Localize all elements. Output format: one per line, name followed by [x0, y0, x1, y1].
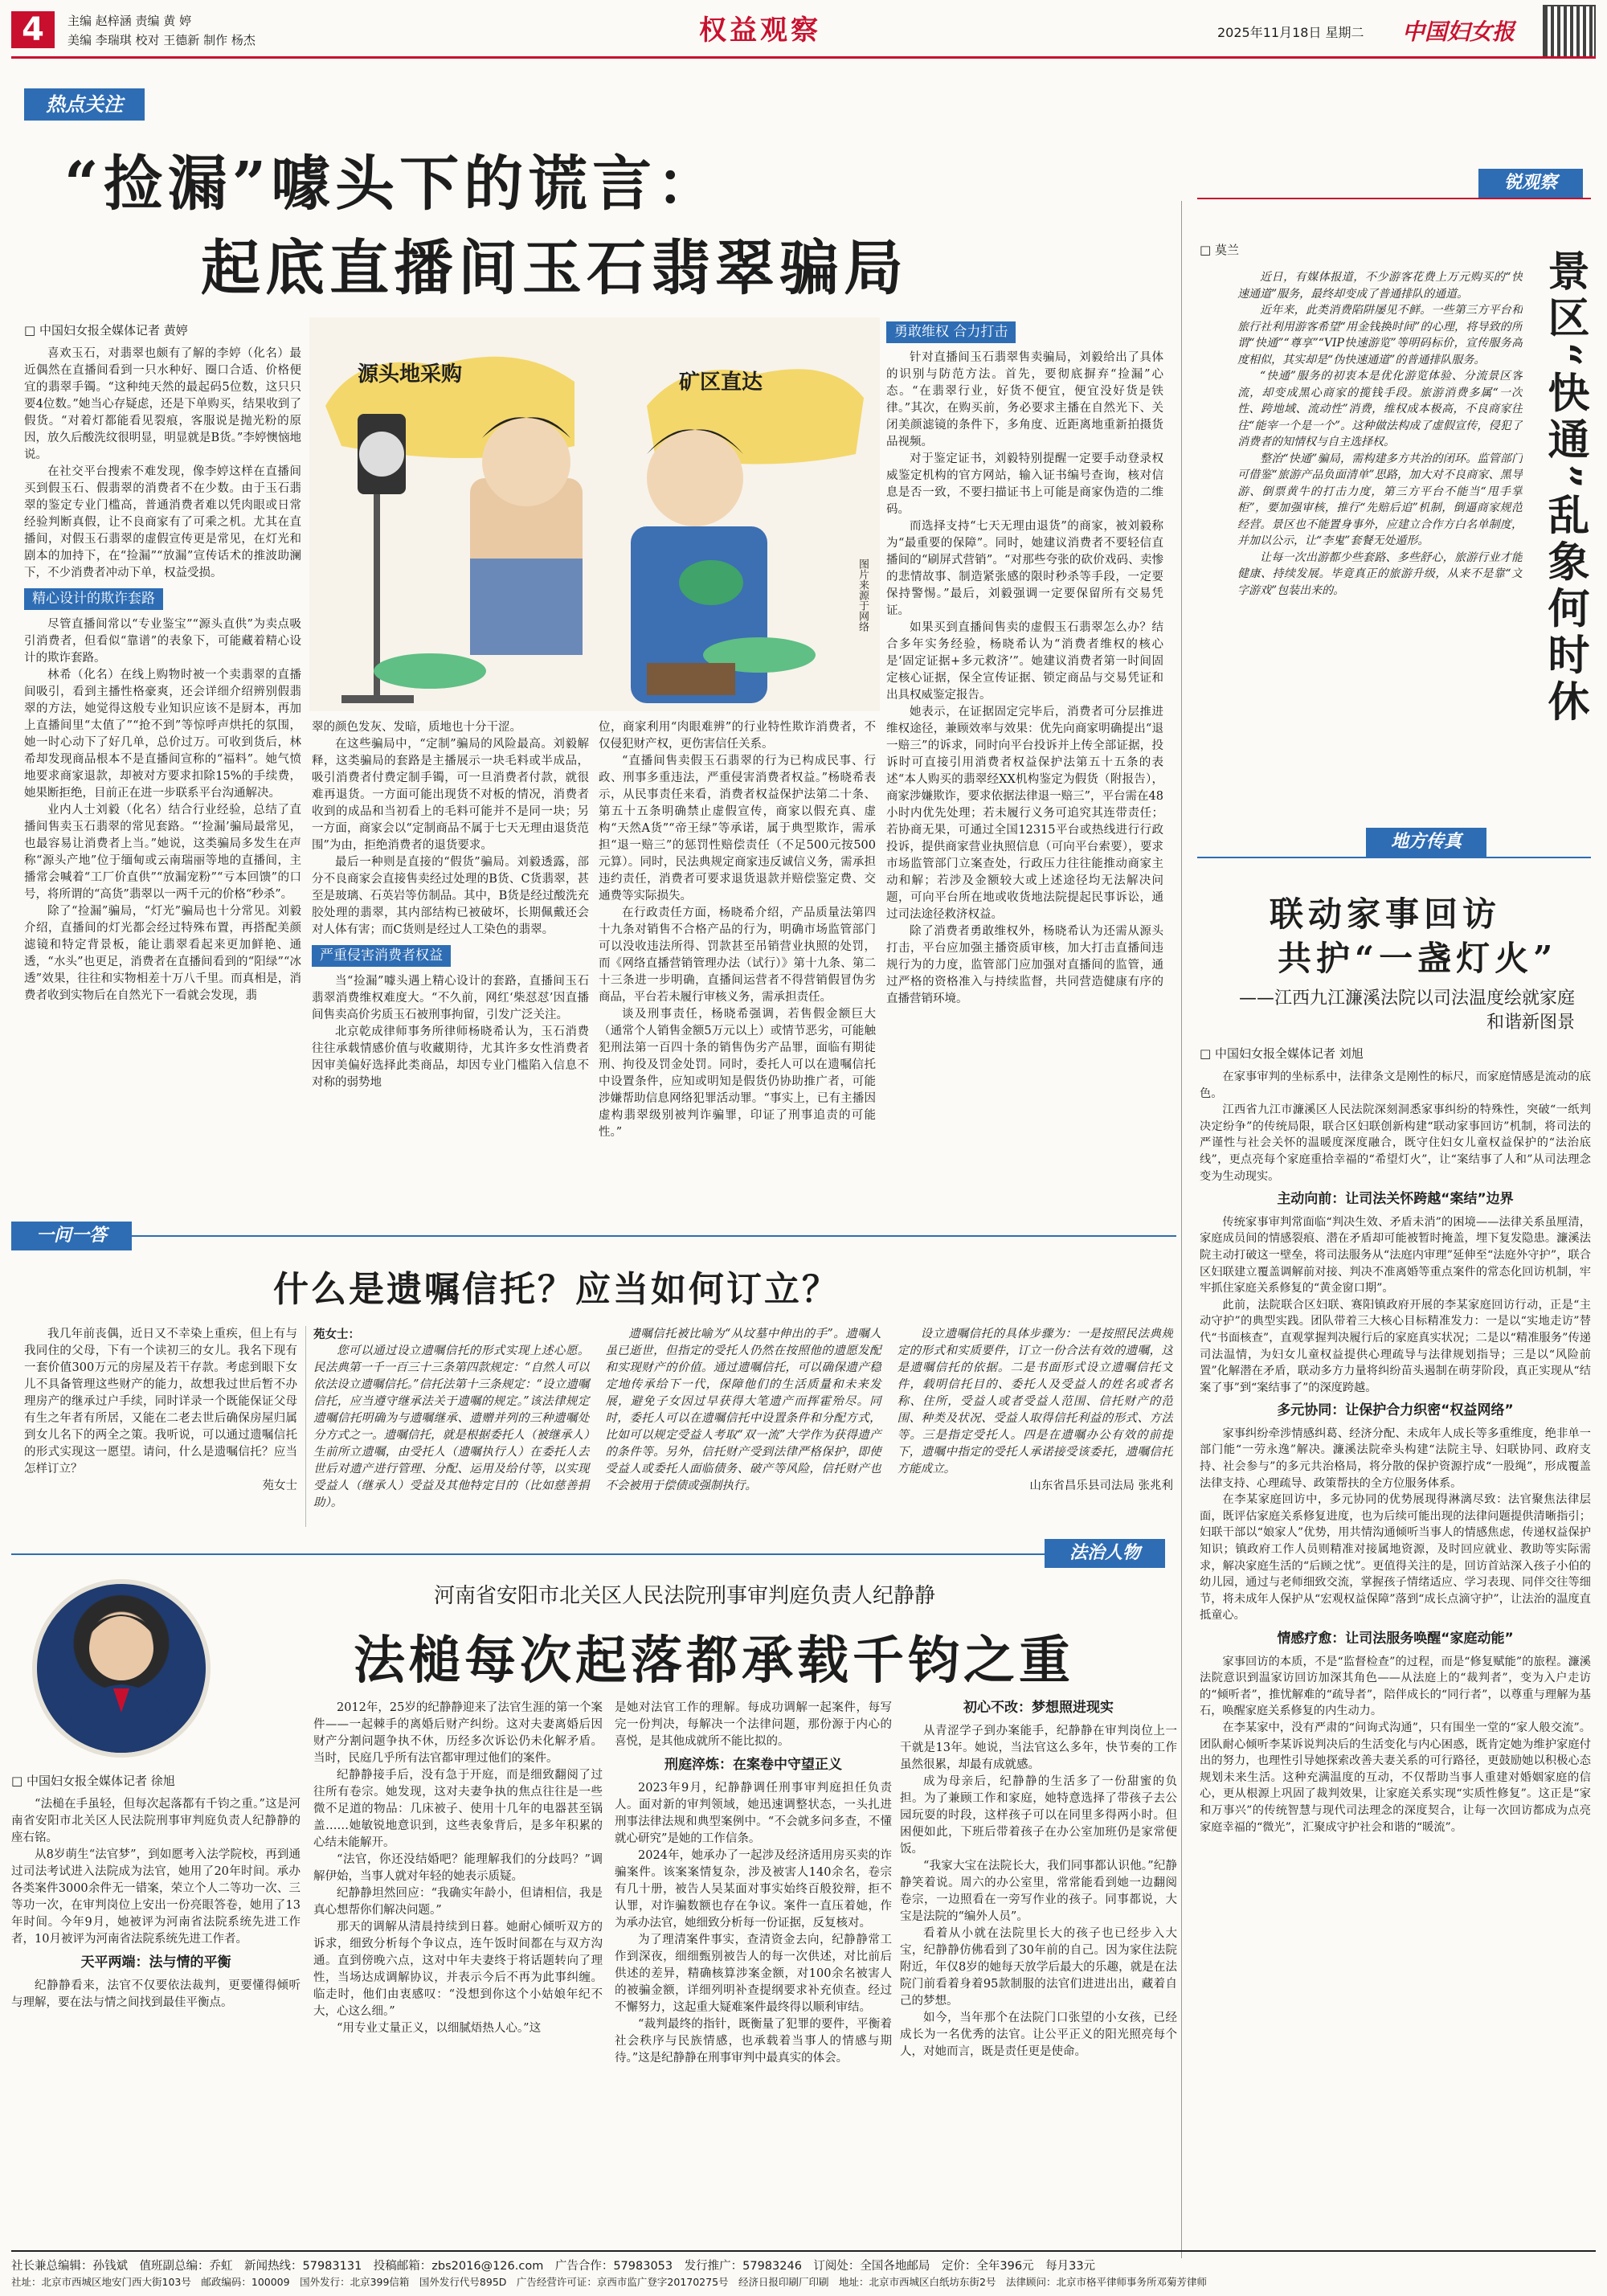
hot-c4-p1: 针对直播间玉石翡翠售卖骗局，刘毅给出了具体的识别与防范方法。首先，要彻底摒弃“捡漏”心态。“在翡翠行业，好货不便宜，便宜没好货是铁律。”其次，在购买前，务必要求主播在自然光下、关闭美颜滤镜的条件下，多角度、近距离地重新拍摄货品视频。	[886, 351, 1163, 448]
hot-c1-p3: 尽管直播间常以“专业鉴宝”“源头直供”为卖点吸引消费者，但看似“靠谱”的表象下，可能藏着精心设计的欺诈套路。	[24, 618, 301, 665]
judge-c2-p3: “法官，你还没结婚吧？能理解我们的分歧吗？”调解伊始，当事人就对年轻的她表示质疑。	[313, 1853, 603, 1883]
local-byline: □ 中国妇女报全媒体记者 刘旭	[1200, 1046, 1364, 1061]
local-p3a: 家事回访的本质，不是“监督检查”的过程，而是“修复赋能”的旅程。濂溪法院意识到温家访回访加深其角色——从法庭上的“裁判者”，变为入户走访的“倾听者”，推忧解难的“疏导者”，陪伴成长的“同行者”，以尊重与理解为基石，唤醒家庭关系修复的内生动力。	[1200, 1655, 1591, 1718]
judge-subhead-3: 初心不改：梦想照进现实	[963, 1700, 1114, 1716]
hot-col-3	[599, 719, 876, 1218]
subhead-harm: 严重侵害消费者权益	[312, 945, 451, 967]
judge-c3-p3: 2024年，她承办了一起涉及经济适用房买卖的诈骗案件。该案案情复杂，涉及被害人140余名，卷宗有几十册，被告人吴某面对事实始终百般狡辩，拒不认罪，对诈骗数额也存在争议。案件一直压着她，作为承办法官，她细致分析每一份证据，反复核对。	[615, 1849, 892, 1930]
judge-byline: □ 中国妇女报全媒体记者 徐旭	[11, 1774, 175, 1788]
hot-col-1	[24, 346, 301, 1218]
hot-c2-p2: 在这些骗局中，“定制”骗局的风险最高。刘毅解释，这类骗局的套路是主播展示一块毛料或半成品，吸引消费者付费定制手镯，可一旦消费者付款，就很难再退货。一方面可能出现货不对板的情况，消费者收到的成品和当初看上的毛料可能并不是同一块；另一方面，商家会以“定制商品不属于七天无理由退货范围”为由，拒绝消费者的退货要求。	[312, 738, 589, 852]
local-p2b: 在李某家庭回访中，多元协同的优势展现得淋漓尽致：法官聚焦法律层面，既评估家庭关系修复进度，也为后续可能出现的法律问题提供清晰指引；妇联干部以“娘家人”优势，用共情沟通倾听当事人的情感焦虑，传递权益保护知识；镇政府工作人员则精准对接属地资源，及时回应就业、教助等实际需求，解决家庭生活的“后顾之忧”。更值得关注的是，回访首站深入孩子小伯的幼儿园，通过与老师细致交流，掌握孩子情绪适应、学习表现、同伴交往等细节，将未成年人保护从“宏观权益保障”落到“成长点滴守护”，让法治的温度直抵童心。	[1200, 1493, 1591, 1623]
judge-c2-p5: 那天的调解从清晨持续到日暮。她耐心倾听双方的诉求，细致分析每个争议点，连午饭时间都在与双方沟通。直到傍晚六点，这对中年夫妻终于将话题转向了理性，当场达成调解协议，并表示今后不再为此事纠缠。临走时，他们由衷感叹：“没想到你这个小姑娘年纪不大，心这么细。”	[313, 1921, 603, 2018]
qa-question	[24, 1326, 297, 1535]
footer-line-2: 社址：北京市西城区地安门西大街103号 邮政编码：100009 国外发行：北京399信箱 国外发行代号895D 广告经营许可证：京西市监广登字20170275号 经济日报印刷厂印刷 地址：北京市西城区白纸坊东街2号 法律顾问：北京市格平律师事务所邓菊芳律师	[11, 2276, 1207, 2288]
livestream-illustration	[309, 317, 880, 711]
opinion-author: □ 莫兰	[1200, 243, 1239, 257]
qa-answer-p2: 遗嘱信托被比喻为“从坟墓中伸出的手”。遗嘱人虽已逝世，但指定的受托人仍然在按照他的遗愿发配和实现财产的价值。通过遗嘱信托，可以确保遗产稳定地传承给下一代，保障他们的生活质量和未来发展，避免子女因过早获得大笔遗产而挥霍殆尽。同时，委托人可以在遗嘱信托中设置条件和分配方式，比如可以规定受益人考取“双一流”大学作为获得遗产的条件等。另外，信托财产受到法律严格保护，即使受益人或委托人面临债务、破产等风险，信托财产也不会被用于偿债或强制执行。	[605, 1328, 881, 1492]
judge-c2-p1: 2012年，25岁的纪静静迎来了法官生涯的第一个案件——一起棘手的离婚后财产纠纷。这对夫妻离婚后因财产分割问题争执不休，历经多次诉讼仍未化解矛盾。当时，民庭几乎所有法官都审理过他们的案件。	[313, 1701, 603, 1765]
judge-c3-p4: 为了理清案件事实，查清资金去向，纪静静常工作到深夜，细细甄别被告人的每一次供述，对比前后供述的差异，精确核算涉案金额，对100余名被害人的被骗金额，详细列明补查提纲要求补充侦查。经过不懈努力，这起重大疑难案件最终得以顺利审结。	[615, 1934, 892, 2014]
judge-subhead-2: 刑庭淬炼：在案卷中守望正义	[664, 1757, 842, 1773]
local-subtitle: ——江西九江濂溪法院以司法温度绘就家庭和谐新图景	[1238, 988, 1575, 1033]
page-number: 4	[11, 11, 55, 48]
qa-tag-rule	[132, 1235, 1176, 1237]
hot-c1-p6: 除了“捡漏”骗局，“灯光”骗局也十分常见。刘毅介绍，直播间的灯光都会经过特殊布置，再搭配美颜滤镜和特定背景板，能让翡翠看起来更加鲜艳、通透，“水头”也更足，消费者在直播间看到的“阳绿”“冰透”效果，往往和实物相差十万八千里。而真相是，消费者收到实物后在自然光下一看就会发现，翡	[24, 905, 301, 1002]
judge-c1-p3: 纪静静看来，法官不仅要依法裁判，更要懂得倾听与理解，要在法与情之间找到最佳平衡点。	[11, 1979, 301, 2009]
judge-c3-p5: “裁判最终的指针，既衡量了犯罪的要件，平衡着社会秩序与民族情感，也承载着当事人的情感与期待。”这是纪静静在刑事审判中最真实的体会。	[615, 2018, 892, 2065]
qa-answer	[313, 1326, 1173, 1531]
right-rail-rule	[1181, 201, 1182, 2258]
judge-c4-p5: 如今，当年那个在法院门口张望的小女孩，已经成长为一名优秀的法官。让公平正义的阳光照亮每个人，对她而言，既是责任更是使命。	[900, 2012, 1177, 2058]
qa-divider	[305, 1326, 306, 1527]
local-p1b: 此前，法院联合区妇联、赛阳镇政府开展的李某家庭回访行动，正是“主动守护”的典型实践。团队带着三大核心目标精准发力：一是以“实地走访”替代“书面核查”，直观掌握判决履行后的家庭真实状况；二是以“精准服务”传递司法温情，为妇女儿童权益提供心理疏导与法律规划指导；三是以“风险前置”化解潜在矛盾，联动多方力量将纠纷苗头遏制在萌芽阶段，真正实现从“结案了事”到“案结事了”的深度跨越。	[1200, 1298, 1591, 1394]
judge-c3-p1: 是她对法官工作的理解。每成功调解一起案件，每写完一份判决，每解决一个法律问题，那份源于内心的喜悦，是其他成就所不能比拟的。	[615, 1701, 892, 1748]
hot-byline: □ 中国妇女报全媒体记者 黄婷	[24, 323, 188, 338]
hot-title-line-1: “捡漏”噱头下的谎言：	[64, 149, 722, 219]
hot-c4-p4: 如果买到直播间售卖的虚假玉石翡翠怎么办？结合多年实务经验，杨晓希认为“消费者维权的核心是‘固定证据+多元救济’”。她建议消费者第一时间固定核心证据，保全宣传证据、锁定商品与交易凭证和出具权威鉴定报告。	[886, 621, 1163, 702]
judge-c1-p1: “法槌在手虽轻，但每次起落都有千钧之重。”这是河南省安阳市北关区人民法院刑事审判庭负责人纪静静的座右铭。	[11, 1798, 301, 1844]
image-credit: 图片来源于网络	[857, 559, 869, 632]
hot-c1-p2: 在社交平台搜索不难发现，像李婷这样在直播间买到假玉石、假翡翠的消费者不在少数。由于玉石翡翠的鉴定专业门槛高，普通消费者难以凭肉眼或日常经验判断真假，让不良商家有了可乘之机。尤其在直播间，对假玉石翡翠的虚假宣传更是常见，在灯光和剧本的加持下，在“捡漏”“放漏”宣传话术的推波助澜下，不少消费者冲动下单，权益受损。	[24, 465, 301, 579]
judge-c3-p2: 2023年9月，纪静静调任刑事审判庭担任负责人。面对新的审判领域，她迅速调整状态，一头扎进刑事法律法规和典型案例中。“不会就多问多查，不懂就心研究”是她的工作信条。	[615, 1782, 892, 1845]
hot-c4-p5: 她表示，在证据固定完毕后，消费者可分层推进维权途径，兼顾效率与效果：优先向商家明确提出“退一赔三”的诉求，同时向平台投诉并上传全部证据，投诉时可直接引用消费者权益保护法第五十五条的表述“本人购买的翡翠经XX机构鉴定为假货（附报告），商家涉嫌欺诈，要求依据法律退一赔三”，平台需在48小时内优先处理；若未履行义务可追究其连带责任；若协商无果，可通过全国12315平台或热线进行行政投诉，提供商家营业执照信息（可向平台索要），要求市场监管部门立案查处，行政压力往往能推动商家主动和解；若涉及金额较大或上述途径均无法解决问题，可向平台所在地或收货地法院提起民事诉讼，通过司法途径救济权益。	[886, 706, 1163, 921]
judge-c2-p2: 纪静静接手后，没有急于开庭，而是细致翻阅了过往所有卷宗。她发现，这对夫妻争执的焦点往往是一些微不足道的物品：几床被子、使用十几年的电器甚至锅盖……她敏锐地意识到，这些表象背后，是多年积累的心结未能解开。	[313, 1769, 603, 1849]
footer-line-1: 社长兼总编辑：孙钱斌 值班副总编：乔虹 新闻热线：57983131 投稿邮箱：zbs2016@126.com 广告合作：57983053 发行推广：57983246 订阅处：全国各地邮局 定价：全年396元 每月33元	[11, 2260, 1096, 2273]
hot-c4-p2: 对于鉴定证书，刘毅特别提醒一定要手动登录权威鉴定机构的官方网站，输入证书编号查询，核对信息是否一致，不要扫描证书上可能是商家伪造的二维码。	[886, 452, 1163, 516]
opinion-p4: 整治“快通”骗局，需构建多方共治的闭环。监管部门可借鉴“旅游产品负面清单”思路，加大对不良商家、黑导游、倒票黄牛的打击力度，第三方平台不能当“甩手掌柜”，要加强审核，推行“先赔后追”机制，倒逼商家规范经营。景区也不能置身事外，应建立合作方白名单制度，并加以公示，让“李鬼”套餐无处遁形。	[1237, 452, 1523, 547]
qa-answer-p1: 您可以通过设立遗嘱信托的形式实现上述心愿。民法典第一千一百三十三条第四款规定：“自然人可以依法设立遗嘱信托。”信托法第十三条规定：“设立遗嘱信托，应当遵守继承法关于遗嘱的规定。”该法律规定遗嘱信托明确为与遗嘱继承、遗赠并列的三种遗嘱处分方式之一。遗嘱信托，就是根据委托人（被继承人）生前所立遗嘱，由受托人（遗嘱执行人）在委托人去世后对遗产进行管理、分配、运用及给付等，以实现受益人（继承人）受益及其他特定目的（比如慈善捐助）。	[313, 1344, 590, 1509]
local-title-1: 联动家事回访	[1270, 894, 1502, 934]
judge-c4-p4: 看着从小就在法院里长大的孩子也已经步入大宝，纪静静仿佛看到了30年前的自己。因为家住法院附近，年仅8岁的她每天放学后最大的乐趣，就是在法院门前看着身着95款制服的法官们进进出出，藏着自己的梦想。	[900, 1927, 1177, 2007]
judge-tag: 法治人物	[1045, 1539, 1165, 1568]
hot-tag: 热点关注	[24, 88, 145, 121]
hot-c2-p3: 最后一种则是直接的“假货”骗局。刘毅透露，部分不良商家会直接售卖经过处理的B货、C货翡翠，甚至是玻璃、石英岩等仿制品。其中，B货是经过酸洗充胶处理的翡翠，其内部结构已被破坏，长期佩戴还会对人体有害；而C货则是经过人工染色的翡翠。	[312, 856, 589, 936]
judge-c2-p6: “用专业丈量正义，以细腻焐热人心。”这	[337, 2022, 542, 2035]
judge-portrait	[32, 1579, 211, 1758]
local-subhead-3: 情感疗愈：让司法服务唤醒“家庭动能”	[1277, 1631, 1514, 1647]
opinion-p5: 让每一次出游都少些套路、多些舒心，旅游行业才能健康、持续发展。毕竟真正的旅游升级，从来不是靠“文字游戏”包装出来的。	[1237, 550, 1523, 597]
bubble-left-text: 源头地采购	[358, 362, 463, 387]
footer-rule	[11, 2250, 1596, 2252]
hot-c1-p4: 林希（化名）在线上购物时被一个卖翡翠的直播间吸引，看到主播性格豪爽，还会详细介绍辨别假翡翠的方法，她觉得这般专业知识应该不是厨本，再加上直播间里“太值了”“抢不到”等惊呼声烘托的氛围，她一时心动下了好几单，总价过万。可收到货后，林希却发现商品根本不是直播间宣称的“福料”。她气愤地要求商家退款，却被对方要求扣除15%的手续费，她果断拒绝，目前正在进一步联系平台沟通解决。	[24, 669, 301, 800]
opinion-p2: 近年来，此类消费陷阱屡见不鲜。一些第三方平台和旅行社利用游客希望“用金钱换时间”的心理，将导致的所谓“快通”“尊享”“VIP快速游览”等明码标价，宣传服务高度相似，其实却是“伪快速通道”的普通排队服务。	[1237, 304, 1523, 366]
masthead-rule	[11, 56, 1596, 59]
qa-answer-head: 苑女士：	[313, 1328, 360, 1341]
bubble-right-text: 矿区直达	[679, 370, 763, 395]
judge-c4-p3: “我家大宝在法院长大，我们同事都认识他。”纪静静笑着说。周六的办公室里，常常能看到她一边翻阅卷宗，一边照看在一旁写作业的孩子。同事都说，大宝是法院的“编外人员”。	[900, 1860, 1177, 1923]
judge-title: 法槌每次起落都承载千钧之重	[354, 1631, 1074, 1691]
hot-c2-p5: 北京乾成律师事务所律师杨晓希认为，玉石消费往往承载情感价值与收藏期待，尤其许多女性消费者因审美偏好选择此类商品，却因专业门槛陷入信息不对称的弱势地	[312, 1025, 589, 1089]
hot-c2-p1: 翠的颜色发灰、发暗，质地也十分干涩。	[312, 721, 521, 734]
qr-code-icon	[1543, 5, 1596, 58]
local-p2a: 家事纠纷牵涉情感纠葛、经济分配、未成年人成长等多重维度，绝非单一部门能“一劳永逸”解决。濂溪法院牵头构建“法院主导、妇联协同、政府支持、社会参与”的多元共治格局，将分散的保护资源拧成“一股绳”，形成覆盖法律支持、心理疏导、政策帮扶的全方位服务体系。	[1200, 1426, 1591, 1490]
judge-kicker: 河南省安阳市北关区人民法院刑事审判庭负责人纪静静	[434, 1584, 936, 1608]
qa-title: 什么是遗嘱信托？应当如何订立？	[273, 1269, 840, 1310]
qa-question-sign: 苑女士	[262, 1480, 297, 1492]
qa-question-text: 我几年前丧偶，近日又不幸染上重疾，但上有与我同住的父母，下有一个读初三的女儿。我名下现有一套价值300万元的房屋及若干存款。考虑到眼下女儿不具备管理这些财产的能力，故想我过世后暂不办理房产的继承过户手续，同时详录一个既能保证父母有生之年者有所居，又能在二老去世后确保房屋归属到女儿名下的两全之策。我听说，可以通过遗嘱信托的形式实现这一愿望。请问，什么是遗嘱信托？应当怎样订立？	[24, 1328, 297, 1475]
hot-c3-p4: 谈及刑事责任，杨晓希强调，若售假金额巨大（通常个人销售金额5万元以上）或情节恶劣，可能触犯刑法第一百四十条的销售伪劣产品罪，面临有期徒刑、拘役及罚金处罚。同时，委托人可以在遗嘱信托中设置条件，应知或明知是假货仍协助推广者，可能涉嫌帮助信息网络犯罪活动罪。“事实上，已有主播因虚构翡翠级别被判诈骗罪，印证了刑事追责的可能性。”	[599, 1008, 876, 1139]
judge-col-3	[615, 1700, 892, 2238]
qa-answer-sign: 山东省昌乐县司法局 张兆利	[1029, 1480, 1173, 1492]
opinion-title: 景区“快通”乱象何时休	[1540, 249, 1589, 726]
judge-col-4	[900, 1700, 1177, 2238]
hot-col-4	[886, 321, 1163, 1218]
judge-col-2	[313, 1700, 603, 2238]
opinion-p3: “快通”服务的初衷本是优化游览体验、分流景区客流，却变成黑心商家的揽钱手段。旅游消费多属“一次性、跨地域、流动性”消费，维权成本极高，不良商家往往“能宰一个是一个”。这种做法构成了虚假宣传，侵犯了消费者的知情权与自主选择权。	[1237, 370, 1523, 448]
subhead-defend-rights: 勇敢维权 合力打击	[886, 321, 1016, 343]
opinion-rule	[1197, 198, 1591, 199]
local-p3b: 在李某家中，没有严肃的“问询式沟通”，只有围坐一堂的“家人般交流”。团队耐心倾听李某诉说判决后的生活变化与内心困惑，既肯定她为维护家庭付出的努力，也理性引导她探索改善夫妻关系的可行路径，更鼓励她以积极心态规划未来生活。这种充满温度的互动，不仅帮助当事人重建对婚姻家庭的信心，更从根源上巩固了裁判效果，让家庭关系实现“实质性修复”。这正是“家和万事兴”的传统智慧与现代司法理念的深度契合，让每一次回访都成为点亮家庭幸福的“微光”，汇聚成守护社会和谐的“暖流”。	[1200, 1721, 1591, 1834]
local-p1a: 传统家事审判常面临“判决生效、矛盾未消”的困境——法律关系虽厘清，家庭成员间的情感裂痕、潜在矛盾却可能被暂时掩盖，埋下复发隐患。濂溪法院主动打破这一壁垒，将司法服务从“法庭内审理”延伸至“法庭外守护”，联合区妇联建立覆盖调解前对接、判决不准离婚等重点案件的常态化回访机制，牢牢抓住家庭关系修复的“黄金窗口期”。	[1200, 1215, 1591, 1295]
local-tag-rule	[1197, 857, 1591, 858]
qa-answer-p3: 设立遗嘱信托的具体步骤为：一是按照民法典规定的形式和实质要件，订立一份合法有效的遗嘱，这是遗嘱信托的依据。二是书面形式设立遗嘱信托文件，载明信托目的、委托人及受益人的姓名或者名称、住所，受益人或者受益人范围、信托财产的范围、种类及状况、受益人取得信托利益的形式、方法等。三是指定受托人。四是在遗嘱办公有效的前提下，遗嘱中指定的受托人承诺接受该委托，遗嘱信托方能成立。	[897, 1328, 1173, 1475]
local-title-2: 共护“一盏灯火”	[1278, 939, 1558, 978]
local-p0b: 江西省九江市濂溪区人民法院深刻洞悉家事纠纷的特殊性，突破“一纸判决定纷争”的传统局限，联合区妇联创新构建“联动家事回访”机制，将司法的严谨性与社会关怀的温暖度深度融合，既守住妇女儿童权益保护的“法治底线”，更点亮每个家庭重拾幸福的“希望灯火”，让“案结事了人和”从司法理念变为生动现实。	[1200, 1103, 1591, 1183]
hot-title-line-2: 起底直播间玉石翡翠骗局	[201, 234, 908, 303]
judge-c4-p1: 从青涩学子到办案能手，纪静静在审判岗位上一干就是13年。她说，当法官这么多年，快节奏的工作虽然很累，却最有成就感。	[900, 1725, 1177, 1771]
local-tag: 地方传真	[1366, 828, 1486, 857]
hot-c2-p4: 当“捡漏”噱头遇上精心设计的套路，直播间玉石翡翠消费维权难度大。“不久前，网红‘柴怼怼’因直播间售卖高价劣质玉石被刑事拘留，引发广泛关注。	[312, 975, 589, 1021]
judge-silhouette-icon	[37, 1584, 206, 1753]
judge-c4-p2: 成为母亲后，纪静静的生活多了一份甜蜜的负担。为了兼顾工作和家庭，她特意选择了带孩子去公园玩耍的时段，这样孩子可以在同里多得两小时。但困便如此，下班后带着孩子在办公室加班仍是家常便饭。	[900, 1775, 1177, 1856]
section-name: 权益观察	[699, 14, 821, 47]
subhead-scam-tactics: 精心设计的欺诈套路	[24, 588, 163, 610]
hot-c1-p1: 喜欢玉石，对翡翠也颇有了解的李婷（化名）最近偶然在直播间看到一只水种好、圈口合适、价格便宜的翡翠手镯。“这种纯天然的最起码5位数，这只只要4位数。”她当心存疑虑，还是下单购买，结果收到了假货。“对着灯都能看见裂痕，客服说是抛光粉的原因，放久后酸洗纹很明显，明显就是B货。”李婷懊恼地说。	[24, 347, 301, 461]
masthead	[0, 0, 1607, 58]
hot-c1-p5: 业内人士刘毅（化名）结合行业经验，总结了直播间售卖玉石翡翠的常见套路。“‘捡漏’骗局最常见，也最容易让消费者上当。”她说，这类骗局多发生在声称“源头产地”位于缅甸或云南瑞丽等地的直播间，主播常会喊着“工厂价直供”“放漏宠粉”“亏本回馈”的口号，将所谓的“高货”翡翠以一两千元的价格“秒杀”。	[24, 804, 301, 901]
hot-c3-p1: 位，商家利用“肉眼难辨”的行业特性欺诈消费者，不仅侵犯财产权，更伤害信任关系。	[599, 721, 876, 751]
issue-date: 2025年11月18日 星期二	[1217, 25, 1364, 40]
judge-col-1	[11, 1796, 301, 2238]
local-subhead-1: 主动向前：让司法关怀跨越“案结”边界	[1277, 1191, 1514, 1208]
qa-tag: 一问一答	[11, 1222, 132, 1250]
staff-line-2: 美编 李瑞琪 校对 王德新 制作 杨杰	[67, 33, 256, 47]
local-body	[1200, 1069, 1591, 2226]
hot-c3-p3: 在行政责任方面，杨晓希介绍，产品质量法第四十九条对销售不合格产品的行为，明确市场监管部门可以没收违法所得、罚款甚至吊销营业执照的处罚，而《网络直播营销管理办法（试行）》第十九条、第二十三条进一步明确，直播间运营者不得营销假冒伪劣商品，平台若未履行审核义务，需承担责任。	[599, 907, 876, 1004]
judge-c2-p4: 纪静静坦然回应：“我确实年龄小，但请相信，我是真心想帮你们解决问题。”	[313, 1887, 603, 1917]
local-subhead-2: 多元协同：让保护合力织密“权益网络”	[1277, 1402, 1514, 1419]
hot-c3-p2: “直播间售卖假玉石翡翠的行为已构成民事、行政、刑事多重违法，严重侵害消费者权益。”杨晓希表示，从民事责任来看，消费者权益保护法第二十条、第五十五条明确禁止虚假宣传，商家以假充真、虚构“天然A货”“帝王绿”等承诺，属于典型欺诈，需承担“退一赔三”的惩罚性赔偿责任（不足500元按500元算）。同时，民法典规定商家违反诚信义务，需承担违约责任，消费者可要求退货退款并赔偿鉴定费、交通费等实际损失。	[599, 755, 876, 902]
staff-line-1: 主编 赵梓涵 责编 黄 婷	[67, 14, 192, 28]
judge-subhead-1: 天平两端：法与情的平衡	[80, 1954, 231, 1971]
hot-c4-p3: 而选择支持“七天无理由退货”的商家，被刘毅称为“最重要的保障”。同时，她建议消费者不要轻信直播间的“刷屏式营销”。“对那些夸张的砍价戏码、卖惨的悲情故事、制造紧张感的限时秒杀等手段，一定要保持警惕。”最后，刘毅强调一定要保留所有交易凭证。	[886, 520, 1163, 617]
judge-c1-p2: 从8岁萌生“法官梦”，到如愿考入法学院校，再到通过司法考试进入法院成为法官，她用了20年时间。承办各类案件3000余件无一错案，荣立个人二等功一次、三等功一次，在审判岗位上安出一份亮眼答卷，她用了13年时间。今年9月，她被评为河南省法院系统先进工作者，10月被评为河南省法院系统先进工作者。	[11, 1848, 301, 1946]
opinion-body	[1237, 269, 1523, 848]
hot-col-2	[312, 719, 589, 1218]
opinion-tag: 锐观察	[1478, 169, 1583, 198]
hot-c4-p6: 除了消费者勇敢维权外，杨晓希认为还需从源头打击，平台应加强主播资质审核，加大打击直播间违规行为的力度，监管部门应加强对直播间的监管，通过严格的资格准入与持续监督，共同营造健康有序的直播营销环境。	[886, 925, 1163, 1005]
local-p0a: 在家事审判的坐标系中，法律条文是刚性的标尺，而家庭情感是流动的底色。	[1200, 1070, 1591, 1100]
paper-logo: 中国妇女报	[1402, 18, 1515, 45]
judge-tag-rule	[11, 1553, 1045, 1555]
opinion-p1: 近日，有媒体报道，不少游客花费上万元购买的“快速通道”服务，最终却变成了普通排队的通道。	[1237, 271, 1523, 301]
